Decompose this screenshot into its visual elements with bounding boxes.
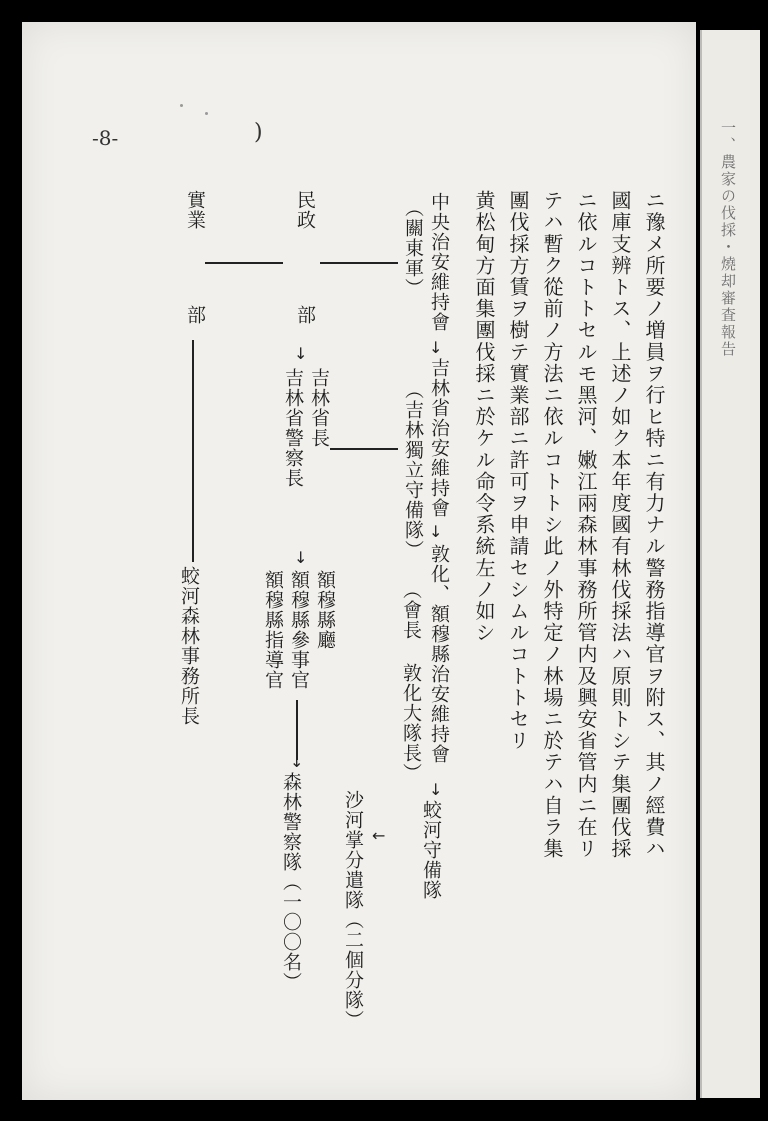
chart-central-committee: 中央治安維持會 (428, 192, 450, 332)
body-line-1: ニ豫メ所要ノ増員ヲ行ヒ特ニ有力ナル警務指導官ヲ附ス、其ノ經費ハ (642, 190, 666, 860)
arrow-down-icon: ↓ (294, 344, 308, 363)
body-line-6: 黄松甸方面集團伐採ニ於ケル命令系統左ノ如シ (472, 190, 496, 644)
chart-jiaohe-forest-office: 蛟河森林事務所長 (178, 566, 200, 726)
body-line-4: テハ暫ク從前ノ方法ニ依ルコトトシ此ノ外特定ノ林場ニ於テハ自ラ集 (540, 190, 564, 860)
arrow-left-icon: ← (372, 826, 386, 845)
chart-jiaohe-garrison: 蛟河守備隊 (420, 800, 442, 900)
arrow-down-icon: ↓ (290, 752, 304, 771)
chart-jilin-governor: 吉林省長 (308, 368, 330, 448)
connector-line (320, 262, 398, 264)
body-line-3: ニ依ルコトトセルモ黑河、嫩江兩森林事務所管内及興安省管内ニ在リ (574, 190, 598, 860)
chart-dunhua-note: （會長 敦化大隊長） (400, 580, 422, 783)
connector-line (296, 700, 298, 760)
page-number: -8- (92, 126, 119, 150)
chart-jilin-committee: 吉林省治安維持會 (428, 358, 450, 518)
connector-line (205, 262, 283, 264)
chart-emu-instructor: 額穆縣指導官 (262, 570, 284, 690)
chart-minzheng-part1: 民政 (294, 190, 316, 230)
chart-emu-office: 額穆縣廳 (314, 570, 336, 650)
body-line-5: 團伐採方賃ヲ樹テ實業部ニ許可ヲ申請セシムルコトトセリ (506, 190, 530, 752)
chart-jilin-police: 吉林省警察長 (282, 368, 304, 488)
chart-minzheng-part2: 部 (294, 305, 316, 325)
arrow-down-icon: ↓ (294, 548, 308, 567)
chart-emu-counselor: 額穆縣參事官 (288, 570, 310, 690)
chart-dunhua-committee: 敦化、額穆縣治安維持會 (428, 544, 450, 764)
chart-forest-police: 森林警察隊（一〇〇名） (280, 772, 302, 992)
chart-shiye-part1: 實業 (184, 190, 206, 230)
body-line-2: 國庫支辨トス、上述ノ如ク本年度國有林伐採法ハ原則トシテ集團伐採 (608, 190, 632, 860)
spine-title: 一、農家の伐採・燒却審査報告 (719, 120, 737, 358)
chart-jilin-note: （吉林獨立守備隊） (402, 380, 424, 560)
arrow-down-icon: ↓ (429, 780, 443, 799)
chart-shahe-detachment: 沙河掌分遣隊（二個分隊） (342, 790, 364, 1030)
margin-mark: ) (254, 120, 263, 145)
paper-speck (205, 112, 208, 115)
chart-shiye-part2: 部 (184, 305, 206, 325)
arrow-down-icon: ↓ (429, 522, 443, 541)
arrow-down-icon: ↓ (429, 338, 443, 357)
paper-speck (180, 104, 183, 107)
chart-central-note: （關東軍） (402, 198, 424, 298)
connector-line (192, 340, 194, 562)
connector-line (330, 448, 398, 450)
